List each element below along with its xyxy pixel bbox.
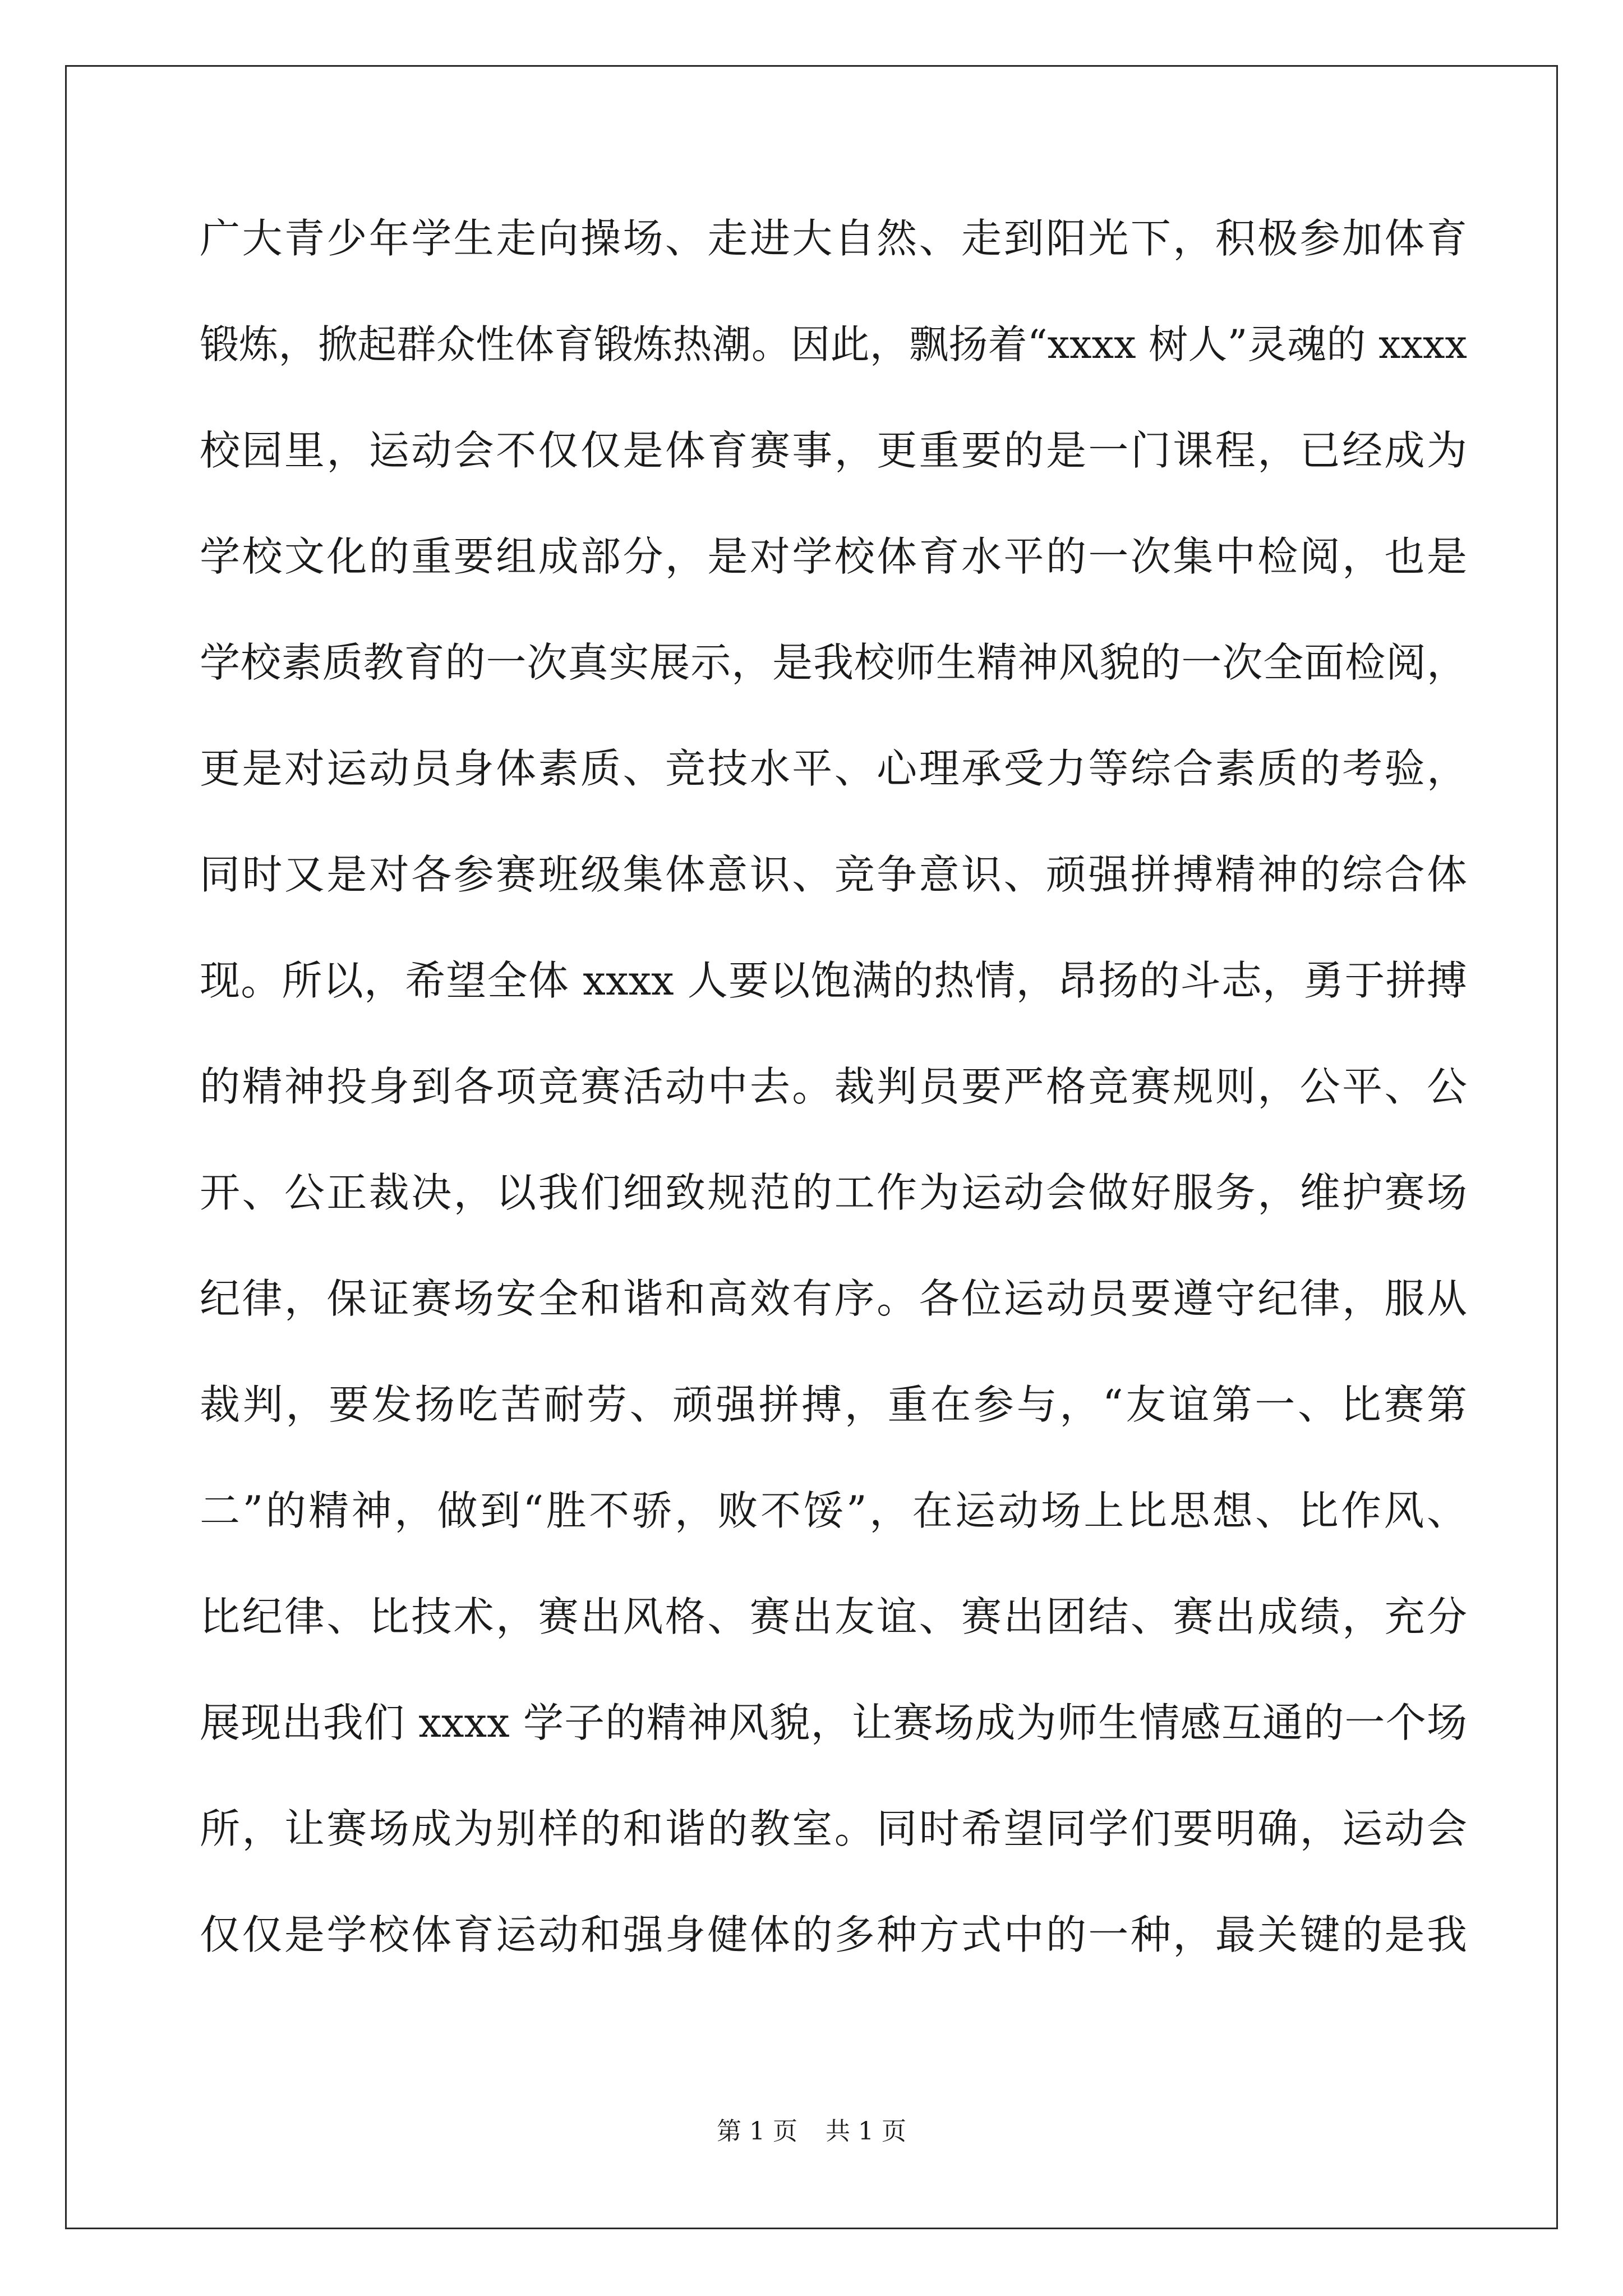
text-line: 开、公正裁决，以我们细致规范的工作为运动会做好服务，维护赛场 bbox=[200, 1169, 1467, 1216]
text-line: 更是对运动员身体素质、竞技水平、心理承受力等综合素质的考验， bbox=[200, 745, 1467, 792]
page-number-total: 共 1 页 bbox=[826, 2117, 906, 2146]
body-text bbox=[200, 205, 1467, 2007]
text-line: 所，让赛场成为别样的和谐的教室。同时希望同学们要明确，运动会 bbox=[200, 1805, 1467, 1852]
text-line: 锻炼，掀起群众性体育锻炼热潮。因此，飘扬着“xxxx 树人”灵魂的 xxxx bbox=[200, 321, 1467, 367]
text-line: 广大青少年学生走向操场、走进大自然、走到阳光下，积极参加体育 bbox=[200, 215, 1467, 262]
page-footer bbox=[0, 2115, 1623, 2148]
text-line: 展现出我们 xxxx 学子的精神风貌，让赛场成为师生情感互通的一个场 bbox=[200, 1699, 1467, 1746]
page-number-current: 第 1 页 bbox=[717, 2117, 797, 2146]
text-line: 学校素质教育的一次真实展示，是我校师生精神风貌的一次全面检阅， bbox=[200, 639, 1467, 686]
text-line: 裁判，要发扬吃苦耐劳、顽强拼搏，重在参与，“友谊第一、比赛第 bbox=[200, 1381, 1467, 1428]
text-line: 仅仅是学校体育运动和强身健体的多种方式中的一种，最关键的是我 bbox=[200, 1911, 1467, 1958]
text-line: 同时又是对各参赛班级集体意识、竞争意识、顽强拼搏精神的综合体 bbox=[200, 851, 1467, 898]
text-line: 比纪律、比技术，赛出风格、赛出友谊、赛出团结、赛出成绩，充分 bbox=[200, 1593, 1467, 1640]
text-line: 学校文化的重要组成部分，是对学校体育水平的一次集中检阅，也是 bbox=[200, 533, 1467, 580]
text-line: 纪律，保证赛场安全和谐和高效有序。各位运动员要遵守纪律，服从 bbox=[200, 1275, 1467, 1322]
text-line: 现。所以，希望全体 xxxx 人要以饱满的热情，昂扬的斗志，勇于拼搏 bbox=[200, 957, 1467, 1004]
text-line: 校园里，运动会不仅仅是体育赛事，更重要的是一门课程，已经成为 bbox=[200, 427, 1467, 474]
text-line: 二”的精神，做到“胜不骄，败不馁”，在运动场上比思想、比作风、 bbox=[200, 1487, 1467, 1534]
text-line: 的精神投身到各项竞赛活动中去。裁判员要严格竞赛规则，公平、公 bbox=[200, 1063, 1467, 1110]
